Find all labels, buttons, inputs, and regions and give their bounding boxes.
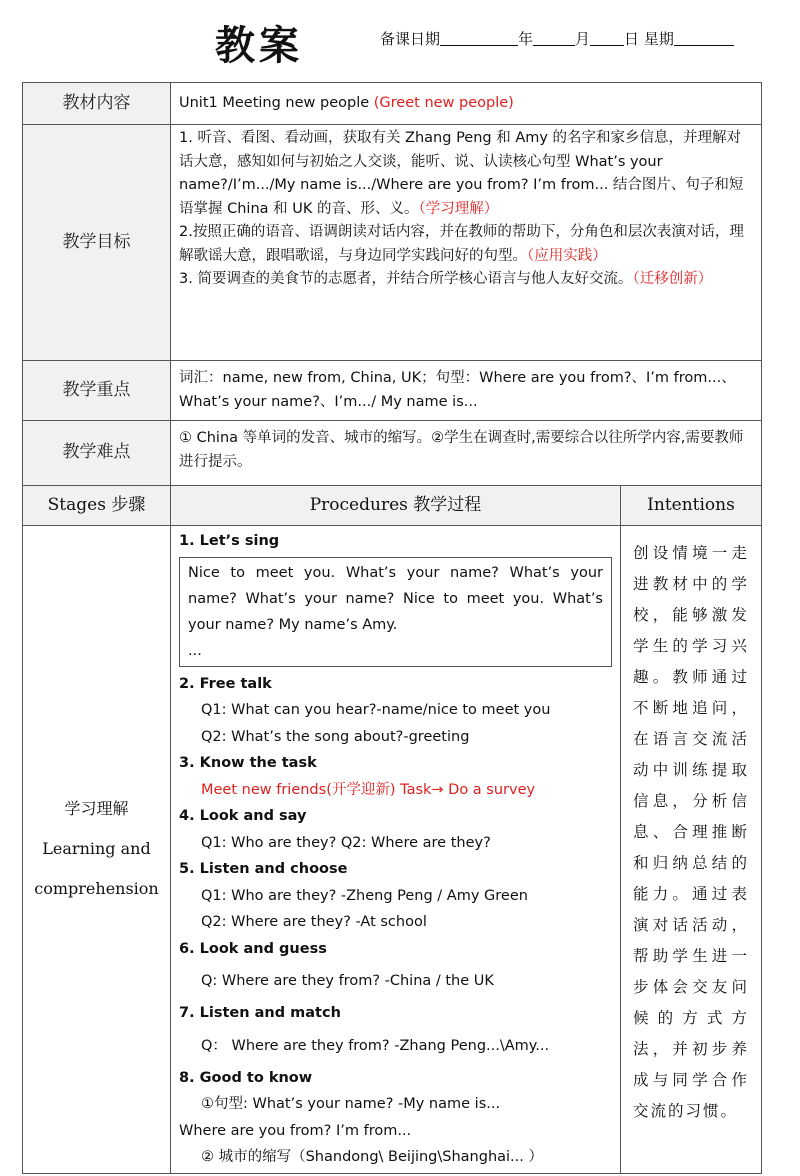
step-5-q1: Q1: Who are they? -Zheng Peng / Amy Green <box>201 887 528 904</box>
procedures-header: Procedures 教学过程 <box>171 486 621 526</box>
prep-date-label: 备课日期 <box>380 30 441 48</box>
goals-label: 教学目标 <box>23 125 171 361</box>
step-2-q1: Q1: What can you hear?-name/nice to meet you <box>201 702 551 718</box>
stage-en-2: comprehension <box>34 879 159 899</box>
goal-3-tag: （迁移创新） <box>632 271 713 287</box>
step-1: 1. Let’s sing <box>179 533 280 549</box>
intentions-content: 创设情境一走进教材中的学校，能够激发学生的学习兴趣。教师通过不断地追问，在语言交流活动中训练提取信息，分析信息、合理推断和归纳总结的能力。通过表演对话活动，帮助学生进一步体会交友问候的方式方法，并初步养成与同学合作交流的习惯。 <box>621 526 762 1174</box>
step-5-q2: Q2: Where are they? -At school <box>201 914 427 930</box>
stage-cn: 学习理解 <box>64 799 129 819</box>
step-6-q: Q: Where are they from? -China / the UK <box>201 973 494 989</box>
weekday-label: 星期 <box>643 30 674 48</box>
goal-1-tag: （学习理解） <box>418 200 499 217</box>
material-content <box>171 83 762 125</box>
step-8: 8. Good to know <box>179 1069 313 1086</box>
year-label: 年 <box>518 30 534 48</box>
song-lyrics: Nice to meet you. What’s your name? What’s your name? What’s your name? Nice to meet you. What’s your name? My name’s Amy. <box>188 564 603 633</box>
lesson-plan-table <box>22 82 762 1174</box>
song-ellipsis: ... <box>188 642 202 659</box>
material-label: 教材内容 <box>23 83 171 125</box>
step-6: 6. Look and guess <box>179 940 327 957</box>
unit-subtitle: (Greet new people) <box>373 94 514 111</box>
step-3: 3. Know the task <box>179 755 317 771</box>
step-8-a: ①句型: What’s your name? -My name is... <box>201 1096 501 1112</box>
key-points-content: 词汇：name, new from, China, UK；句型：Where are you from?、I’m from...、What’s your name?、I’m.../ My name is... <box>171 361 762 421</box>
goals-content <box>171 125 762 361</box>
blank <box>674 32 734 46</box>
step-4-q: Q1: Who are they? Q2: Where are they? <box>201 834 491 851</box>
goal-2-tag: （应用实践） <box>527 247 607 264</box>
blank <box>440 32 518 46</box>
step-7: 7. Listen and match <box>179 1005 341 1021</box>
goal-2: 2.按照正确的语音、语调朗读对话内容，并在教师的帮助下，分角色和层次表演对话，理解歌谣大意，跟唱歌谣，与身边同学实践问好的句型。 <box>179 224 744 264</box>
month-label: 月 <box>575 30 591 48</box>
step-7-q: Q： Where are they from? -Zhang Peng...\Amy... <box>201 1037 550 1054</box>
unit-title: Unit1 Meeting new people <box>179 94 370 111</box>
day-label: 日 <box>624 30 640 48</box>
page-title: 教案 <box>215 22 303 69</box>
step-5: 5. Listen and choose <box>179 861 348 877</box>
blank <box>590 32 624 46</box>
song-box <box>179 557 612 667</box>
procedures-content <box>171 526 621 1174</box>
step-4: 4. Look and say <box>179 808 307 824</box>
step-2-q2: Q2: What’s the song about?-greeting <box>201 728 470 745</box>
blank <box>533 32 575 46</box>
difficulties-content: ① China 等单词的发音、城市的缩写。②学生在调查时,需要综合以往所学内容,需要教师进行提示。 <box>171 421 762 486</box>
step-2: 2. Free talk <box>179 675 272 692</box>
intentions-header: Intentions <box>621 486 762 526</box>
step-3-task: Meet new friends(开学迎新) Task→ Do a survey <box>201 781 536 798</box>
step-8-c: ② 城市的缩写（Shandong\ Beijing\Shanghai... ） <box>201 1149 543 1165</box>
goal-3: 3. 简要调查的美食节的志愿者，并结合所学核心语言与他人友好交流。 <box>179 271 633 287</box>
prep-date <box>380 28 734 49</box>
stage-cell <box>23 526 171 1174</box>
stage-en-1: Learning and <box>42 839 151 859</box>
step-8-b: Where are you from? I’m from... <box>179 1122 412 1139</box>
key-points-label: 教学重点 <box>23 361 171 421</box>
difficulties-label: 教学难点 <box>23 421 171 486</box>
goal-1: 1. 听音、看图、看动画，获取有关 Zhang Peng 和 Amy 的名字和家乡信息，并理解对话大意，感知如何与初始之人交谈，能听、说、认读核心句型 What’s your name?/I’m.../My name is.../Where are you from? I’m from... 结合图片、句子和短语掌握 China 和 UK 的音、形、义。 <box>179 130 744 217</box>
stages-header: Stages 步骤 <box>23 486 171 526</box>
